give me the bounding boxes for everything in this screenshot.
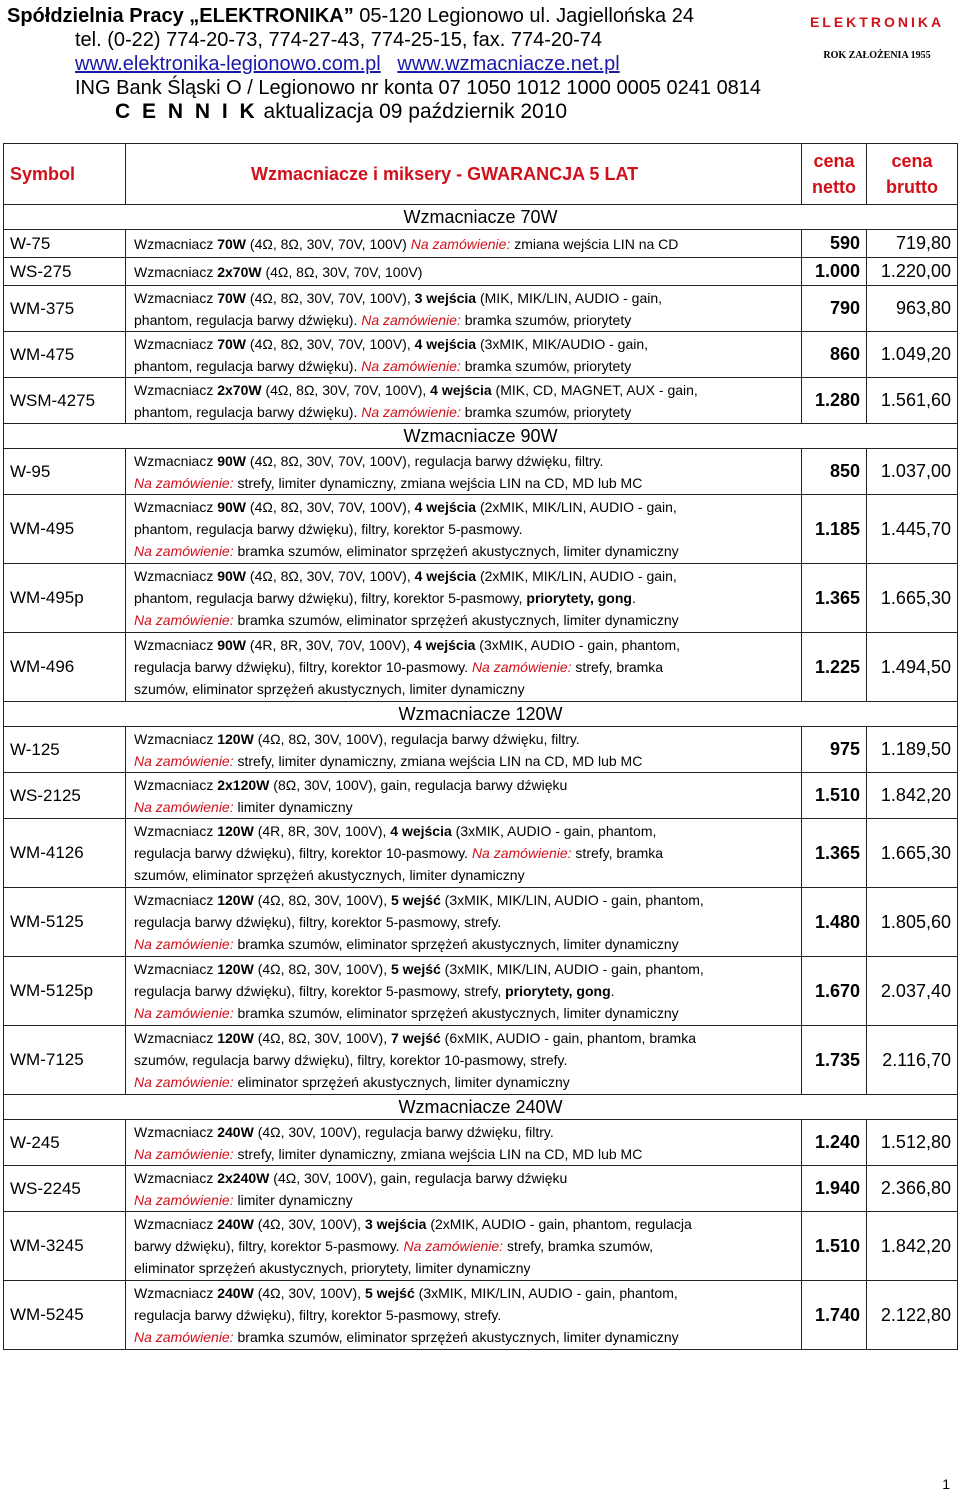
product-symbol: WM-5245 xyxy=(4,1281,126,1350)
description-text: Wzmacniacz 240W (4Ω, 30V, 100V), 5 wejść (3xMIK, MIK/LIN, AUDIO - gain, phantom, xyxy=(134,1285,678,1301)
description-text: Wzmacniacz 70W (4Ω, 8Ω, 30V, 70V, 100V) xyxy=(134,235,411,252)
price-net: 1.225 xyxy=(802,633,867,702)
table-row xyxy=(4,286,958,332)
col-gross xyxy=(867,144,958,205)
description-line xyxy=(134,587,801,609)
description-line xyxy=(134,1304,801,1326)
description-text: Wzmacniacz 2x240W (4Ω, 30V, 100V), gain, regulacja barwy dźwięku xyxy=(134,1169,568,1186)
table-row xyxy=(4,378,958,424)
price-gross: 1.842,20 xyxy=(867,1212,958,1281)
description-text: Wzmacniacz 120W (4Ω, 8Ω, 30V, 100V), regulacja barwy dźwięku, filtry. xyxy=(134,730,580,747)
description-text: Na zamówienie: xyxy=(134,798,234,815)
price-net: 1.510 xyxy=(802,773,867,819)
description-text: Wzmacniacz 90W (4Ω, 8Ω, 30V, 70V, 100V), regulacja barwy dźwięku, filtry. xyxy=(134,452,604,469)
description-text: regulacja barwy dźwięku), filtry, korektor 10-pasmowy. xyxy=(134,845,472,861)
description-text: Wzmacniacz 120W (4R, 8R, 30V, 100V), 4 wejścia (3xMIK, AUDIO - gain, phantom, xyxy=(134,823,657,839)
table-row xyxy=(4,1120,958,1166)
description-text: bramka szumów, eliminator sprzężeń akustycznych, limiter dynamiczny xyxy=(233,612,679,628)
description-text: limiter dynamiczny xyxy=(233,798,353,815)
col-gross-2: brutto xyxy=(886,177,938,197)
description-text: strefy, limiter dynamiczny, zmiana wejścia LIN na CD, MD lub MC xyxy=(233,1145,643,1162)
website-link-1[interactable]: www.elektronika-legionowo.com.pl xyxy=(75,53,381,75)
product-symbol: WSM-4275 xyxy=(4,378,126,424)
description-line xyxy=(134,1326,801,1348)
table-row xyxy=(4,888,958,957)
product-symbol: WM-7125 xyxy=(4,1026,126,1095)
description-text: bramka szumów, eliminator sprzężeń akustycznych, limiter dynamiczny xyxy=(233,543,679,559)
website-link-2[interactable]: www.wzmacniacze.net.pl xyxy=(397,53,620,75)
description-line xyxy=(134,911,801,933)
links-line xyxy=(7,52,797,76)
col-net xyxy=(802,144,867,205)
col-net-1: cena xyxy=(813,151,855,171)
section-header-row xyxy=(4,424,958,449)
company-logo xyxy=(798,14,956,61)
price-gross: 1.494,50 xyxy=(867,633,958,702)
description-text: bramka szumów, eliminator sprzężeń akustycznych, limiter dynamiczny xyxy=(233,1005,679,1021)
price-gross: 2.366,80 xyxy=(867,1166,958,1212)
price-gross: 1.220,00 xyxy=(867,258,958,286)
product-description xyxy=(126,819,802,888)
description-line xyxy=(134,842,801,864)
description-text: Wzmacniacz 120W (4Ω, 8Ω, 30V, 100V), 7 wejść (6xMIK, AUDIO - gain, phantom, bramka xyxy=(134,1030,697,1046)
description-text: Wzmacniacz 240W (4Ω, 30V, 100V), 3 wejścia (2xMIK, AUDIO - gain, phantom, regulacja xyxy=(134,1216,692,1232)
description-line xyxy=(134,261,801,283)
description-text: Na zamówienie: xyxy=(134,752,234,769)
price-gross: 719,80 xyxy=(867,230,958,258)
product-description xyxy=(126,449,802,495)
price-gross: 1.037,00 xyxy=(867,449,958,495)
description-line xyxy=(134,472,801,494)
table-row xyxy=(4,773,958,819)
product-symbol: WM-375 xyxy=(4,286,126,332)
description-text: phantom, regulacja barwy dźwięku), filtry, korektor 5-pasmowy, priorytety, gong. xyxy=(134,590,636,606)
product-symbol: W-125 xyxy=(4,727,126,773)
price-gross: 1.049,20 xyxy=(867,332,958,378)
description-line xyxy=(134,796,801,818)
description-text: Na zamówienie: xyxy=(471,659,572,675)
description-text: Na zamówienie: xyxy=(410,235,511,252)
description-line xyxy=(134,1049,801,1071)
description-text: bramka szumów, priorytety xyxy=(460,311,632,328)
product-description xyxy=(126,286,802,332)
table-row xyxy=(4,495,958,564)
price-net: 1.940 xyxy=(802,1166,867,1212)
description-text: Na zamówienie: xyxy=(134,936,234,952)
description-text: regulacja barwy dźwięku), filtry, korektor 5-pasmowy, strefy. xyxy=(134,914,502,930)
company-name: Spółdzielnia Pracy „ELEKTRONIKA” xyxy=(7,5,354,27)
description-text: barwy dźwięku), filtry, korektor 5-pasmowy. xyxy=(134,1238,404,1254)
price-table xyxy=(3,143,958,1350)
description-text: Na zamówienie: xyxy=(361,403,461,420)
description-line xyxy=(134,1189,801,1211)
price-gross: 2.037,40 xyxy=(867,957,958,1026)
description-line xyxy=(134,1282,801,1304)
description-text: Na zamówienie: xyxy=(361,357,461,374)
price-net: 1.365 xyxy=(802,564,867,633)
product-description xyxy=(126,888,802,957)
description-text: phantom, regulacja barwy dźwięku). xyxy=(134,311,362,328)
col-gross-1: cena xyxy=(891,151,933,171)
col-title: Wzmacniacze i miksery - GWARANCJA 5 LAT xyxy=(126,144,802,205)
description-line xyxy=(134,287,801,309)
price-net: 590 xyxy=(802,230,867,258)
price-net: 975 xyxy=(802,727,867,773)
description-line xyxy=(134,864,801,886)
logo-founded: ROK ZAŁOŻENIA 1955 xyxy=(823,50,931,61)
product-symbol: WM-495 xyxy=(4,495,126,564)
table-row xyxy=(4,1212,958,1281)
description-line xyxy=(134,1167,801,1189)
product-description xyxy=(126,378,802,424)
description-line xyxy=(134,774,801,796)
description-line xyxy=(134,518,801,540)
description-text: Na zamówienie: xyxy=(134,1145,234,1162)
description-text: szumów, eliminator sprzężeń akustycznych, limiter dynamiczny xyxy=(134,867,525,883)
price-gross: 963,80 xyxy=(867,286,958,332)
product-description xyxy=(126,564,802,633)
table-header-row xyxy=(4,144,958,205)
description-text: Na zamówienie: xyxy=(134,474,234,491)
description-text: limiter dynamiczny xyxy=(233,1191,353,1208)
logo-text: ELEKTRONIKA xyxy=(809,14,945,30)
description-line xyxy=(134,958,801,980)
price-gross: 1.842,20 xyxy=(867,773,958,819)
description-text: regulacja barwy dźwięku), filtry, korektor 5-pasmowy, strefy. xyxy=(134,1307,502,1323)
description-text: Wzmacniacz 2x70W (4Ω, 8Ω, 30V, 70V, 100V), 4 wejścia (MIK, CD, MAGNET, AUX - gain, xyxy=(134,381,698,398)
description-line xyxy=(134,401,801,423)
section-header-row xyxy=(4,702,958,727)
product-symbol: W-245 xyxy=(4,1120,126,1166)
table-row xyxy=(4,258,958,286)
description-line xyxy=(134,1121,801,1143)
price-net: 1.185 xyxy=(802,495,867,564)
section-header-row xyxy=(4,1095,958,1120)
description-line xyxy=(134,750,801,772)
phone-line: tel. (0-22) 774-20-73, 774-27-43, 774-25-15, fax. 774-20-74 xyxy=(75,29,603,51)
description-text: bramka szumów, eliminator sprzężeń akustycznych, limiter dynamiczny xyxy=(233,936,679,952)
description-text: Wzmacniacz 120W (4Ω, 8Ω, 30V, 100V), 5 wejść (3xMIK, MIK/LIN, AUDIO - gain, phantom, xyxy=(134,892,704,908)
bank-line: ING Bank Śląski O / Legionowo nr konta 07 1050 1012 1000 0005 0241 0814 xyxy=(75,77,762,99)
description-text: Na zamówienie: xyxy=(134,543,234,559)
product-symbol: WS-275 xyxy=(4,258,126,286)
description-line xyxy=(134,355,801,377)
table-row xyxy=(4,1281,958,1350)
description-line xyxy=(134,728,801,750)
description-line xyxy=(134,233,801,255)
cennik-line xyxy=(7,100,797,124)
product-description xyxy=(126,1026,802,1095)
product-description xyxy=(126,1120,802,1166)
company-line xyxy=(7,4,797,28)
table-row xyxy=(4,727,958,773)
description-text: szumów, eliminator sprzężeń akustycznych, limiter dynamiczny xyxy=(134,681,525,697)
description-text: strefy, limiter dynamiczny, zmiana wejścia LIN na CD, MD lub MC xyxy=(233,474,643,491)
description-line xyxy=(134,1143,801,1165)
description-text: Wzmacniacz 90W (4Ω, 8Ω, 30V, 70V, 100V), 4 wejścia (2xMIK, MIK/LIN, AUDIO - gain, xyxy=(134,568,677,584)
product-symbol: WS-2245 xyxy=(4,1166,126,1212)
description-text: Na zamówienie: xyxy=(134,1005,234,1021)
section-title: Wzmacniacze 240W xyxy=(4,1095,958,1120)
description-text: Wzmacniacz 2x120W (8Ω, 30V, 100V), gain, regulacja barwy dźwięku xyxy=(134,776,568,793)
product-description xyxy=(126,773,802,819)
product-symbol: W-95 xyxy=(4,449,126,495)
price-net: 1.735 xyxy=(802,1026,867,1095)
product-description xyxy=(126,1166,802,1212)
product-symbol: WM-4126 xyxy=(4,819,126,888)
section-title: Wzmacniacze 120W xyxy=(4,702,958,727)
description-text: bramka szumów, eliminator sprzężeń akustycznych, limiter dynamiczny xyxy=(233,1329,679,1345)
description-line xyxy=(134,450,801,472)
description-text: strefy, bramka xyxy=(571,659,664,675)
product-symbol: WM-5125p xyxy=(4,957,126,1026)
description-line xyxy=(134,820,801,842)
table-row xyxy=(4,564,958,633)
price-net: 1.000 xyxy=(802,258,867,286)
description-line xyxy=(134,1213,801,1235)
product-symbol: WM-3245 xyxy=(4,1212,126,1281)
company-address: 05-120 Legionowo ul. Jagiellońska 24 xyxy=(359,5,694,27)
description-text: phantom, regulacja barwy dźwięku). xyxy=(134,403,362,420)
description-line xyxy=(134,609,801,631)
price-net: 1.510 xyxy=(802,1212,867,1281)
product-symbol: W-75 xyxy=(4,230,126,258)
description-line xyxy=(134,1002,801,1024)
description-line xyxy=(134,1257,801,1279)
description-line xyxy=(134,1071,801,1093)
section-title: Wzmacniacze 90W xyxy=(4,424,958,449)
price-net: 790 xyxy=(802,286,867,332)
price-net: 1.670 xyxy=(802,957,867,1026)
col-symbol: Symbol xyxy=(4,144,126,205)
product-description xyxy=(126,230,802,258)
price-net: 1.740 xyxy=(802,1281,867,1350)
description-text: regulacja barwy dźwięku), filtry, korektor 10-pasmowy. xyxy=(134,659,472,675)
price-gross: 1.665,30 xyxy=(867,564,958,633)
description-text: Wzmacniacz 70W (4Ω, 8Ω, 30V, 70V, 100V), 4 wejścia (3xMIK, MIK/AUDIO - gain, xyxy=(134,335,649,352)
description-text: strefy, bramka szumów, xyxy=(503,1238,653,1254)
table-row xyxy=(4,1166,958,1212)
description-line xyxy=(134,634,801,656)
price-net: 1.240 xyxy=(802,1120,867,1166)
col-net-2: netto xyxy=(812,177,856,197)
description-text: Na zamówienie: xyxy=(471,845,572,861)
table-row xyxy=(4,332,958,378)
product-description xyxy=(126,495,802,564)
price-gross: 1.665,30 xyxy=(867,819,958,888)
description-text: bramka szumów, priorytety xyxy=(460,403,632,420)
description-line xyxy=(134,980,801,1002)
product-symbol: WM-496 xyxy=(4,633,126,702)
page-header xyxy=(7,4,797,124)
section-header-row xyxy=(4,205,958,230)
product-description xyxy=(126,727,802,773)
description-text: Wzmacniacz 2x70W (4Ω, 8Ω, 30V, 70V, 100V) xyxy=(134,263,423,280)
price-net: 1.280 xyxy=(802,378,867,424)
section-title: Wzmacniacze 70W xyxy=(4,205,958,230)
price-net: 860 xyxy=(802,332,867,378)
product-description xyxy=(126,1212,802,1281)
description-text: Na zamówienie: xyxy=(134,612,234,628)
description-line xyxy=(134,333,801,355)
description-text: szumów, regulacja barwy dźwięku), filtry, korektor 10-pasmowy, strefy. xyxy=(134,1052,568,1068)
table-row xyxy=(4,449,958,495)
description-text: strefy, limiter dynamiczny, zmiana wejścia LIN na CD, MD lub MC xyxy=(233,752,643,769)
description-line xyxy=(134,933,801,955)
description-text: Na zamówienie: xyxy=(134,1329,234,1345)
description-text: Wzmacniacz 70W (4Ω, 8Ω, 30V, 70V, 100V), 3 wejścia (MIK, MIK/LIN, AUDIO - gain, xyxy=(134,289,663,306)
description-text: Wzmacniacz 240W (4Ω, 30V, 100V), regulacja barwy dźwięku, filtry. xyxy=(134,1123,554,1140)
table-row xyxy=(4,633,958,702)
price-gross: 1.805,60 xyxy=(867,888,958,957)
table-row xyxy=(4,1026,958,1095)
description-text: Na zamówienie: xyxy=(134,1191,234,1208)
price-net: 1.365 xyxy=(802,819,867,888)
description-line xyxy=(134,1027,801,1049)
product-symbol: WM-5125 xyxy=(4,888,126,957)
description-text: Na zamówienie: xyxy=(361,311,461,328)
description-text: eliminator sprzężeń akustycznych, limiter dynamiczny xyxy=(233,1074,570,1090)
description-line xyxy=(134,889,801,911)
price-gross: 2.116,70 xyxy=(867,1026,958,1095)
description-line xyxy=(134,540,801,562)
product-description xyxy=(126,957,802,1026)
description-text: strefy, bramka xyxy=(571,845,664,861)
description-text: regulacja barwy dźwięku), filtry, korektor 5-pasmowy, strefy, priorytety, gong. xyxy=(134,983,615,999)
description-line xyxy=(134,678,801,700)
description-line xyxy=(134,496,801,518)
description-text: phantom, regulacja barwy dźwięku), filtry, korektor 5-pasmowy. xyxy=(134,521,523,537)
product-description xyxy=(126,332,802,378)
price-gross: 2.122,80 xyxy=(867,1281,958,1350)
product-description xyxy=(126,258,802,286)
table-row xyxy=(4,230,958,258)
product-symbol: WM-475 xyxy=(4,332,126,378)
product-symbol: WM-495p xyxy=(4,564,126,633)
table-row xyxy=(4,819,958,888)
price-gross: 1.561,60 xyxy=(867,378,958,424)
price-gross: 1.445,70 xyxy=(867,495,958,564)
table-row xyxy=(4,957,958,1026)
description-line xyxy=(134,565,801,587)
description-line xyxy=(134,656,801,678)
description-text: Wzmacniacz 90W (4Ω, 8Ω, 30V, 70V, 100V), 4 wejścia (2xMIK, MIK/LIN, AUDIO - gain, xyxy=(134,499,677,515)
description-line xyxy=(134,309,801,331)
description-text: Na zamówienie: xyxy=(403,1238,504,1254)
price-net: 1.480 xyxy=(802,888,867,957)
product-symbol: WS-2125 xyxy=(4,773,126,819)
description-text: Wzmacniacz 120W (4Ω, 8Ω, 30V, 100V), 5 wejść (3xMIK, MIK/LIN, AUDIO - gain, phantom, xyxy=(134,961,704,977)
price-net: 850 xyxy=(802,449,867,495)
description-text: Na zamówienie: xyxy=(134,1074,234,1090)
page-number: 1 xyxy=(942,1476,950,1492)
description-text: Wzmacniacz 90W (4R, 8R, 30V, 70V, 100V), 4 wejścia (3xMIK, AUDIO - gain, phantom, xyxy=(134,637,681,653)
price-gross: 1.512,80 xyxy=(867,1120,958,1166)
description-text: phantom, regulacja barwy dźwięku). xyxy=(134,357,362,374)
description-text: bramka szumów, priorytety xyxy=(460,357,632,374)
price-gross: 1.189,50 xyxy=(867,727,958,773)
cennik-title: C E N N I K xyxy=(115,100,258,123)
description-line xyxy=(134,1235,801,1257)
update-date: aktualizacja 09 październik 2010 xyxy=(263,100,568,123)
product-description xyxy=(126,1281,802,1350)
description-text: zmiana wejścia LIN na CD xyxy=(510,235,679,252)
description-line xyxy=(134,379,801,401)
product-description xyxy=(126,633,802,702)
description-text: eliminator sprzężeń akustycznych, priorytety, limiter dynamiczny xyxy=(134,1260,531,1276)
